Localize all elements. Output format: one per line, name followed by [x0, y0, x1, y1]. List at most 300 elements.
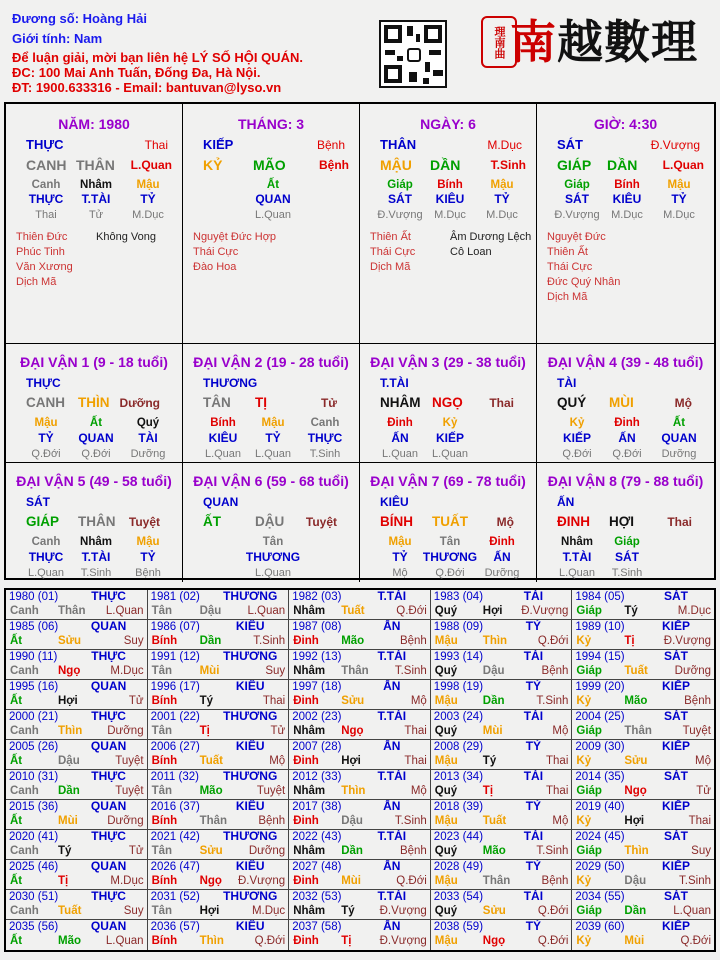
year-label: 1991 (12)	[150, 651, 200, 663]
year-label: 1996 (17)	[150, 681, 200, 693]
year-branch: Ngọ	[341, 725, 364, 737]
hidden-stem: Canh	[31, 536, 61, 548]
year-cell	[431, 860, 573, 890]
year-label: 2038 (59)	[433, 921, 484, 933]
hidden-god: SÁT	[565, 192, 589, 206]
hidden-stage: Thai	[35, 209, 57, 221]
year-ten-god: SÁT	[664, 650, 688, 663]
year-stem: Quý	[434, 605, 458, 617]
year-branch: Hợi	[58, 695, 78, 707]
luck-title: ĐẠI VẬN 2 (19 - 28 tuổi)	[193, 354, 349, 370]
year-stem: Tân	[151, 845, 173, 857]
hidden-god: TỶ	[140, 192, 156, 206]
year-cell	[148, 860, 290, 890]
star-left: Đức Quý Nhân	[547, 276, 621, 288]
hidden-god: THỰC	[28, 192, 64, 206]
year-cell	[6, 590, 148, 620]
hidden-stage: Q.Đới	[31, 448, 61, 460]
year-branch: Mùi	[624, 935, 645, 947]
year-stage: Tử	[128, 845, 144, 857]
year-stage: Bệnh	[541, 665, 569, 677]
year-stage: Mộ	[552, 725, 569, 737]
year-branch: Sửu	[624, 755, 648, 767]
year-branch: Mão	[58, 935, 81, 947]
hidden-stage: L.Quan	[558, 567, 596, 579]
star-right: Không Vong	[96, 231, 156, 243]
year-stage: Q.Đới	[537, 635, 569, 647]
year-ten-god: THƯƠNG	[223, 770, 278, 783]
year-label: 2032 (53)	[292, 891, 342, 903]
life-stage: Thai	[489, 396, 514, 410]
hidden-stage: L.Quan	[27, 567, 65, 579]
luck-title: ĐẠI VẬN 1 (9 - 18 tuổi)	[20, 354, 168, 370]
year-stem: Kỷ	[576, 695, 592, 707]
year-branch: Thìn	[341, 785, 366, 797]
year-cell	[431, 770, 573, 800]
hidden-stage: T.Sinh	[309, 448, 341, 460]
year-label: 2001 (22)	[150, 711, 200, 723]
life-stage: Tuyệt	[128, 515, 160, 529]
stage-top: Thai	[144, 138, 168, 152]
year-stage: Thai	[404, 755, 427, 767]
ten-god: THÂN	[380, 137, 417, 152]
year-branch: Ngọ	[58, 665, 81, 677]
year-branch: Thìn	[58, 725, 83, 737]
stage-top: Đ.Vượng	[650, 138, 700, 152]
year-cell	[6, 800, 148, 830]
year-cell	[431, 800, 573, 830]
year-branch: Dần	[58, 785, 80, 797]
hidden-stem: Giáp	[614, 536, 640, 548]
hidden-stage: Bệnh	[135, 567, 161, 579]
year-branch: Tý	[341, 905, 355, 917]
year-stem: Bính	[151, 935, 178, 947]
year-stem: Kỷ	[576, 815, 592, 827]
year-label: 1992 (13)	[292, 651, 342, 663]
year-branch: Ngọ	[199, 875, 222, 887]
year-cell	[289, 650, 431, 680]
hidden-stage: L.Quan	[431, 448, 469, 460]
year-stem: Kỷ	[576, 875, 592, 887]
hidden-god: THƯƠNG	[245, 550, 301, 564]
year-stem: Nhâm	[293, 905, 326, 917]
stage-top: Bệnh	[316, 138, 345, 152]
luck-period-6	[183, 463, 360, 582]
year-cell	[289, 830, 431, 860]
year-ten-god: ẤN	[383, 860, 401, 873]
hidden-god: QUAN	[78, 431, 114, 445]
year-stage: Bệnh	[399, 635, 427, 647]
year-label: 1998 (19)	[433, 681, 484, 693]
hidden-stage: M.Dục	[663, 209, 695, 221]
year-stem: Ất	[10, 875, 23, 887]
year-stem: Quý	[434, 785, 458, 797]
hidden-god: ẤN	[618, 431, 636, 445]
hidden-god: ẤN	[391, 431, 409, 445]
hidden-stage: Dưỡng	[484, 567, 520, 579]
year-cell	[148, 770, 290, 800]
year-label: 2027 (48)	[292, 861, 342, 873]
hidden-stem: Bính	[210, 417, 236, 429]
hidden-god: THỰC	[28, 550, 64, 564]
hidden-stem: Mậu	[667, 179, 691, 191]
year-stem: Giáp	[576, 605, 602, 617]
year-stem: Bính	[151, 815, 178, 827]
pillar-title: THÁNG: 3	[237, 116, 305, 132]
earthly-branch: NGỌ	[432, 395, 463, 410]
year-label: 2028 (49)	[433, 861, 484, 873]
year-branch: Sửu	[341, 695, 365, 707]
year-stem: Canh	[10, 665, 39, 677]
year-cell	[6, 680, 148, 710]
year-ten-god: THỰC	[91, 710, 126, 723]
year-stem: Mậu	[434, 935, 458, 947]
year-ten-god: KIÊU	[235, 620, 265, 633]
year-branch: Thân	[624, 725, 652, 737]
year-branch: Mùi	[341, 875, 361, 887]
year-ten-god: THỰC	[91, 830, 126, 843]
year-stage: L.Quan	[105, 605, 144, 617]
hidden-stage: Q.Đới	[435, 567, 465, 579]
year-stage: Bệnh	[684, 695, 711, 707]
hidden-stage: Dưỡng	[130, 448, 166, 460]
year-stage: Bệnh	[258, 815, 286, 827]
earthly-branch: THÌN	[78, 395, 110, 410]
year-branch: Dần	[341, 845, 363, 857]
earthly-branch: MÙI	[609, 395, 634, 410]
heavenly-stem: GIÁP	[26, 514, 60, 529]
year-branch: Tị	[58, 875, 69, 887]
star-left: Thiên Ất	[547, 246, 588, 258]
year-branch: Sửu	[482, 905, 506, 917]
year-branch: Tý	[199, 695, 214, 707]
year-stage: Tử	[270, 725, 286, 737]
hidden-stem: Ất	[266, 179, 280, 191]
year-label: 1990 (11)	[9, 651, 58, 663]
pillar-title: NGÀY: 6	[420, 116, 476, 132]
ten-god: T.TÀI	[380, 376, 409, 390]
hidden-stage: Dưỡng	[661, 448, 697, 460]
year-ten-god: QUAN	[90, 800, 127, 813]
hidden-god: KIÊU	[435, 192, 465, 206]
year-branch: Thân	[341, 665, 369, 677]
year-ten-god: THƯƠNG	[223, 890, 278, 903]
star-left: Nguyệt Đức Hợp	[193, 231, 277, 243]
year-cell	[148, 650, 290, 680]
year-ten-god: THƯƠNG	[223, 830, 278, 843]
year-label: 1984 (05)	[575, 591, 625, 603]
hidden-stem: Tân	[262, 536, 284, 548]
year-ten-god: KIẾP	[661, 620, 691, 633]
year-stem: Tân	[151, 665, 173, 677]
year-branch: Tị	[482, 785, 494, 797]
hidden-stem: Mậu	[136, 179, 160, 191]
year-label: 2012 (33)	[292, 771, 342, 783]
hidden-stem: Nhâm	[80, 179, 112, 191]
life-stage: Tuyệt	[305, 515, 337, 529]
year-stage: Mộ	[410, 785, 427, 797]
year-stem: Mậu	[434, 635, 458, 647]
year-label: 1995 (16)	[9, 681, 59, 693]
year-ten-god: KIÊU	[235, 920, 265, 933]
year-cell	[572, 830, 714, 860]
year-cell	[289, 800, 431, 830]
year-ten-god: T.TÀI	[377, 830, 407, 843]
year-ten-god: KIẾP	[661, 860, 691, 873]
year-stage: Q.Đới	[396, 605, 427, 617]
year-ten-god: TỶ	[525, 740, 542, 753]
hidden-god: KIÊU	[208, 431, 238, 445]
year-ten-god: SÁT	[664, 590, 688, 603]
year-cell	[148, 920, 290, 950]
heavenly-stem: GIÁP	[557, 157, 592, 173]
year-label: 2004 (25)	[575, 711, 625, 723]
year-ten-god: ẤN	[383, 620, 401, 633]
year-branch: Hợi	[199, 905, 220, 917]
hidden-stem: Nhâm	[80, 536, 112, 548]
year-cell	[289, 680, 431, 710]
year-stem: Giáp	[576, 665, 602, 677]
year-stage: Q.Đới	[396, 875, 427, 887]
seal-stamp: 理南曲	[481, 16, 517, 68]
year-branch: Dần	[482, 695, 505, 707]
year-label: 2011 (32)	[150, 771, 199, 783]
luck-title: ĐẠI VẬN 8 (79 - 88 tuổi)	[547, 473, 704, 489]
year-cell	[289, 740, 431, 770]
year-cell	[572, 680, 714, 710]
year-ten-god: TÀI	[523, 830, 544, 843]
year-ten-god: KIÊU	[235, 680, 265, 693]
year-stage: T.Sinh	[253, 635, 286, 647]
year-branch: Thìn	[624, 845, 649, 857]
year-label: 2031 (52)	[150, 891, 200, 903]
year-stage: Dưỡng	[674, 665, 711, 677]
hidden-god: TỶ	[392, 550, 408, 564]
year-stage: Thai	[262, 695, 286, 707]
hidden-stage: Đ.Vượng	[554, 209, 600, 221]
year-cell	[572, 860, 714, 890]
year-label: 1982 (03)	[292, 591, 342, 603]
year-label: 1999 (20)	[575, 681, 625, 693]
life-stage: Bệnh	[319, 158, 349, 172]
year-branch: Dậu	[624, 875, 647, 887]
year-cell	[148, 590, 290, 620]
heavenly-stem: NHÂM	[380, 395, 421, 410]
year-stem: Mậu	[434, 695, 458, 707]
year-cell	[572, 770, 714, 800]
star-left: Thái Cực	[193, 246, 239, 258]
year-label: 1989 (10)	[575, 621, 625, 633]
year-stem: Đinh	[293, 635, 319, 647]
year-stem: Ất	[10, 635, 23, 647]
year-stage: Thai	[688, 815, 711, 827]
year-cell	[431, 920, 573, 950]
year-stem: Tân	[151, 785, 173, 797]
hidden-god: QUAN	[661, 431, 697, 445]
hidden-god: TÀI	[138, 431, 158, 445]
year-label: 2025 (46)	[9, 861, 59, 873]
ten-god: ẤN	[557, 495, 575, 509]
year-ten-god: TỶ	[525, 620, 542, 633]
year-stem: Bính	[151, 755, 178, 767]
earthly-branch: TỊ	[255, 395, 267, 410]
year-stem: Quý	[434, 725, 458, 737]
ten-god: THƯƠNG	[203, 376, 258, 390]
year-label: 2006 (27)	[150, 741, 200, 753]
pillar-title: NĂM: 1980	[58, 116, 130, 132]
qr-code-icon	[379, 20, 447, 88]
hidden-god: TỶ	[494, 192, 510, 206]
year-label: 2003 (24)	[433, 711, 484, 723]
year-cell	[431, 590, 573, 620]
luck-period-8	[537, 463, 714, 582]
year-stage: Đ.Vượng	[379, 905, 427, 917]
year-branch: Thìn	[482, 635, 508, 647]
year-stem: Nhâm	[293, 845, 326, 857]
year-ten-god: KIÊU	[235, 860, 265, 873]
year-cell	[6, 860, 148, 890]
year-ten-god: T.TÀI	[377, 890, 407, 903]
year-ten-god: QUAN	[90, 620, 127, 633]
star-right: Cô Loan	[450, 246, 492, 258]
year-branch: Sửu	[58, 635, 82, 647]
year-branch: Dậu	[341, 815, 363, 827]
year-label: 2013 (34)	[433, 771, 484, 783]
life-stage: Dưỡng	[119, 396, 160, 410]
hidden-god: TỶ	[265, 431, 281, 445]
year-stage: Tuyệt	[115, 785, 144, 797]
year-ten-god: TÀI	[523, 590, 544, 603]
year-stem: Đinh	[293, 755, 319, 767]
ten-god: SÁT	[557, 137, 583, 152]
year-label: 2029 (50)	[575, 861, 625, 873]
year-ten-god: QUAN	[90, 740, 127, 753]
year-cell	[572, 890, 714, 920]
stage-top: M.Dục	[487, 138, 522, 152]
year-label: 1986 (07)	[150, 621, 200, 633]
star-left: Thái Cực	[370, 246, 416, 258]
year-label: 2002 (23)	[292, 711, 342, 723]
earthly-branch: DẬU	[255, 514, 285, 529]
life-stage: L.Quan	[130, 158, 172, 172]
heavenly-stem: KỶ	[203, 157, 223, 173]
year-stage: Suy	[265, 665, 286, 677]
hidden-stem: Ất	[89, 417, 103, 429]
year-label: 2018 (39)	[433, 801, 484, 813]
hidden-stage: T.Sinh	[611, 567, 643, 579]
year-branch: Tị	[199, 725, 210, 737]
year-label: 2014 (35)	[575, 771, 625, 783]
year-branch: Dần	[624, 905, 647, 917]
hidden-god: QUAN	[255, 192, 291, 206]
year-ten-god: T.TÀI	[377, 710, 407, 723]
year-branch: Tý	[624, 605, 638, 617]
hidden-stage: Đ.Vượng	[377, 209, 423, 221]
heavenly-stem: CANH	[26, 157, 67, 173]
year-cell	[6, 740, 148, 770]
year-cell	[6, 710, 148, 740]
hidden-stage: L.Quan	[254, 448, 292, 460]
year-ten-god: SÁT	[664, 830, 688, 843]
year-label: 2017 (38)	[292, 801, 342, 813]
hidden-stage: Tử	[88, 209, 104, 221]
year-stem: Nhâm	[293, 785, 326, 797]
luck-title: ĐẠI VẬN 5 (49 - 58 tuổi)	[16, 473, 172, 489]
year-stem: Tân	[151, 725, 173, 737]
year-branch: Sửu	[199, 845, 223, 857]
year-branch: Dần	[199, 635, 222, 647]
year-ten-god: THỰC	[91, 590, 126, 603]
year-branch: Tuất	[341, 605, 365, 617]
year-stem: Mậu	[434, 755, 458, 767]
year-cell	[148, 680, 290, 710]
year-cell	[148, 830, 290, 860]
hidden-stem: Nhâm	[561, 536, 593, 548]
star-left: Dịch Mã	[547, 291, 588, 303]
year-stage: Dưỡng	[107, 815, 144, 827]
year-stage: T.Sinh	[536, 695, 569, 707]
year-stage: L.Quan	[673, 905, 711, 917]
year-stem: Quý	[434, 905, 458, 917]
hidden-stem: Kỷ	[569, 417, 585, 429]
year-label: 2020 (41)	[9, 831, 59, 843]
year-branch: Tị	[341, 935, 352, 947]
year-ten-god: TỶ	[525, 680, 542, 693]
year-branch: Dậu	[199, 605, 222, 617]
star-left: Nguyệt Đức	[547, 231, 606, 243]
year-ten-god: T.TÀI	[377, 590, 407, 603]
year-branch: Mùi	[482, 725, 503, 737]
pillars-grid	[4, 102, 716, 580]
year-ten-god: ẤN	[383, 920, 401, 933]
hidden-god: TỶ	[38, 431, 54, 445]
year-ten-god: THỰC	[91, 770, 126, 783]
year-cell	[431, 710, 573, 740]
year-label: 2030 (51)	[9, 891, 59, 903]
year-ten-god: T.TÀI	[377, 770, 407, 783]
year-stage: Tuyệt	[682, 725, 711, 737]
hidden-stem: Mậu	[490, 179, 514, 191]
year-stage: Tuyệt	[256, 785, 286, 797]
hidden-stage: L.Quan	[381, 448, 419, 460]
year-label: 2037 (58)	[292, 921, 342, 933]
year-stem: Đinh	[293, 935, 319, 947]
ten-god: KIẾP	[203, 137, 234, 152]
year-label: 1993 (14)	[433, 651, 484, 663]
year-label: 1997 (18)	[292, 681, 342, 693]
hidden-god: T.TÀI	[562, 550, 592, 564]
year-stage: Mộ	[552, 815, 569, 827]
year-stage: T.Sinh	[679, 875, 711, 887]
year-cell	[572, 740, 714, 770]
year-ten-god: TÀI	[523, 650, 544, 663]
star-left: Đào Hoa	[193, 261, 237, 273]
year-cell	[289, 770, 431, 800]
pillar-title: GIỜ: 4:30	[593, 116, 658, 132]
hidden-stage: Q.Đới	[562, 448, 592, 460]
hidden-stem: Mậu	[388, 536, 412, 548]
year-stage: M.Dục	[677, 605, 711, 617]
year-ten-god: ẤN	[383, 740, 401, 753]
hidden-god: THƯƠNG	[422, 550, 478, 564]
year-stem: Ất	[10, 935, 23, 947]
hidden-god: T.TÀI	[81, 550, 111, 564]
hidden-stem: Kỷ	[442, 417, 458, 429]
ten-god: SÁT	[26, 495, 50, 509]
brand-logo: 南越數理	[510, 15, 698, 69]
life-stage: Thai	[667, 515, 692, 529]
gender-label: Giới tính: Nam	[12, 31, 103, 46]
